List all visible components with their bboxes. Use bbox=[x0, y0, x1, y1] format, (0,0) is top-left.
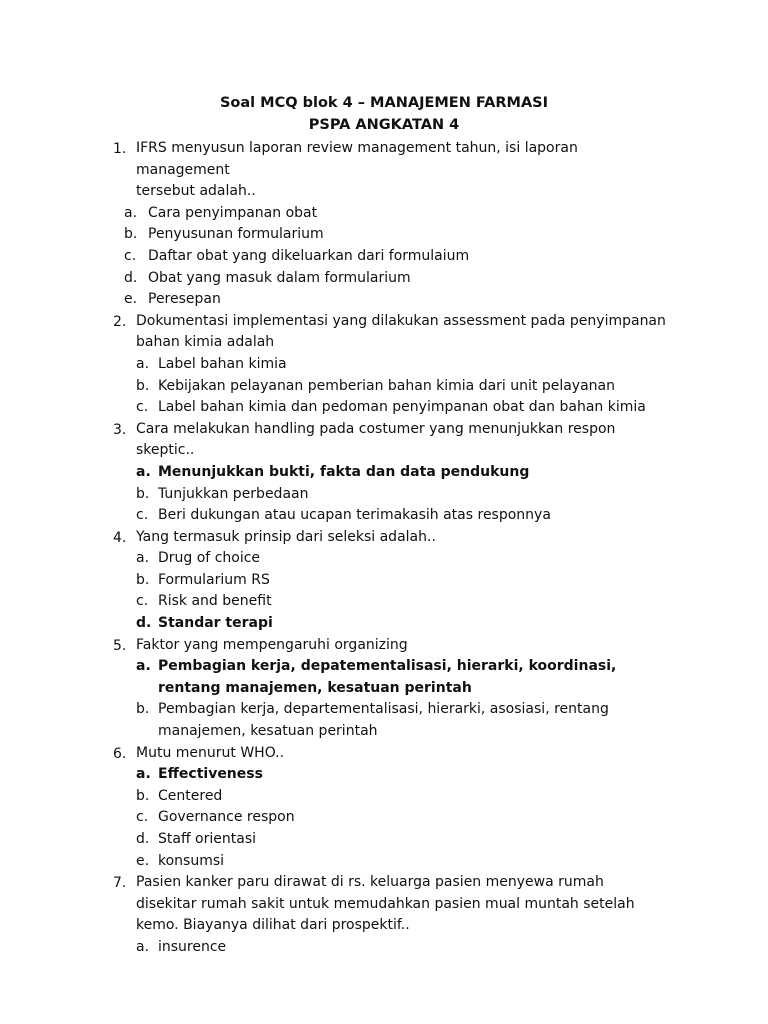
question-7 bbox=[0, 872, 768, 958]
option-list bbox=[0, 764, 768, 872]
option-b: b. Pembagian kerja, departementalisasi, hierarki, asosiasi, rentang manajemen, kesatuan perintah bbox=[136, 701, 609, 740]
document-title: Soal MCQ blok 4 – MANAJEMEN FARMASI bbox=[219, 95, 549, 111]
question-text: Dokumentasi implementasi yang dilakukan assessment pada penyimpanan bahan kimia adalah bbox=[136, 312, 666, 351]
option-a-answer: a. Pembagian kerja, depatementalisasi, hierarki, koordinasi, rentang manajemen, kesatuan perintah bbox=[136, 658, 617, 696]
option-list bbox=[0, 462, 768, 527]
question-6 bbox=[0, 743, 768, 873]
question-4 bbox=[0, 527, 768, 635]
document-subtitle: PSPA ANGKATAN 4 bbox=[308, 117, 460, 133]
option-d: d. Staff orientasi bbox=[136, 831, 256, 847]
question-number: 7. bbox=[113, 875, 127, 892]
option-b: b. Formularium RS bbox=[136, 571, 270, 588]
question-text: Mutu menurut WHO.. bbox=[136, 744, 285, 761]
option-b: b. Kebijakan pelayanan pemberian bahan kimia dari unit pelayanan bbox=[136, 377, 615, 394]
option-b: b. Centered bbox=[136, 787, 223, 804]
question-number: 4. bbox=[113, 529, 127, 546]
option-b: b. Penyusunan formularium bbox=[124, 226, 324, 243]
option-list bbox=[0, 203, 768, 311]
question-number: 3. bbox=[113, 421, 127, 438]
option-a: a. Drug of choice bbox=[136, 550, 261, 567]
option-c: c. Risk and benefit bbox=[136, 593, 272, 610]
question-number: 6. bbox=[113, 745, 127, 762]
option-a: a. Label bahan kimia bbox=[136, 355, 287, 372]
question-5 bbox=[0, 635, 768, 743]
option-a: a. Cara penyimpanan obat bbox=[124, 204, 318, 221]
option-list bbox=[0, 937, 768, 959]
option-list bbox=[0, 354, 768, 419]
option-c: c. Label bahan kimia dan pedoman penyimpanan obat dan bahan kimia bbox=[136, 399, 646, 416]
option-d-answer: d. Standar terapi bbox=[136, 615, 273, 632]
question-list bbox=[0, 138, 768, 959]
option-c: c. Beri dukungan atau ucapan terimakasih atas responnya bbox=[136, 507, 551, 524]
question-text: Pasien kanker paru dirawat di rs. keluarga pasien menyewa rumah disekitar rumah sakit untuk memudahkan pasien mual muntah setelah kemo. Biayanya dilihat dari prospektif.. bbox=[136, 874, 635, 934]
question-number: 2. bbox=[113, 313, 127, 330]
question-text bbox=[136, 138, 666, 203]
option-list bbox=[0, 656, 768, 742]
question-2 bbox=[0, 311, 768, 419]
question-text-line: tersebut adalah.. bbox=[136, 183, 256, 200]
question-text: Cara melakukan handling pada costumer yang menunjukkan respon skeptic.. bbox=[136, 420, 616, 459]
option-e: e. konsumsi bbox=[136, 852, 225, 869]
question-3 bbox=[0, 419, 768, 527]
question-number: 1. bbox=[113, 141, 127, 157]
option-a: a. insurence bbox=[136, 938, 227, 955]
option-a-answer: a. Menunjukkan bukti, fakta dan data pendukung bbox=[136, 463, 530, 480]
question-text-line: IFRS menyusun laporan review management tahun, isi laporan management bbox=[136, 140, 578, 178]
option-a-answer: a. Effectiveness bbox=[136, 766, 263, 783]
option-e: e. Peresepan bbox=[124, 291, 221, 308]
option-d: d. Obat yang masuk dalam formularium bbox=[124, 269, 411, 286]
question-text: Faktor yang mempengaruhi organizing bbox=[136, 636, 408, 653]
question-number: 5. bbox=[113, 637, 127, 654]
option-list bbox=[0, 548, 768, 634]
option-b: b. Tunjukkan perbedaan bbox=[136, 485, 309, 502]
option-c: c. Governance respon bbox=[136, 809, 295, 826]
question-1 bbox=[0, 138, 768, 311]
option-c: c. Daftar obat yang dikeluarkan dari formulaium bbox=[124, 247, 470, 264]
question-text: Yang termasuk prinsip dari seleksi adalah.. bbox=[136, 528, 436, 545]
